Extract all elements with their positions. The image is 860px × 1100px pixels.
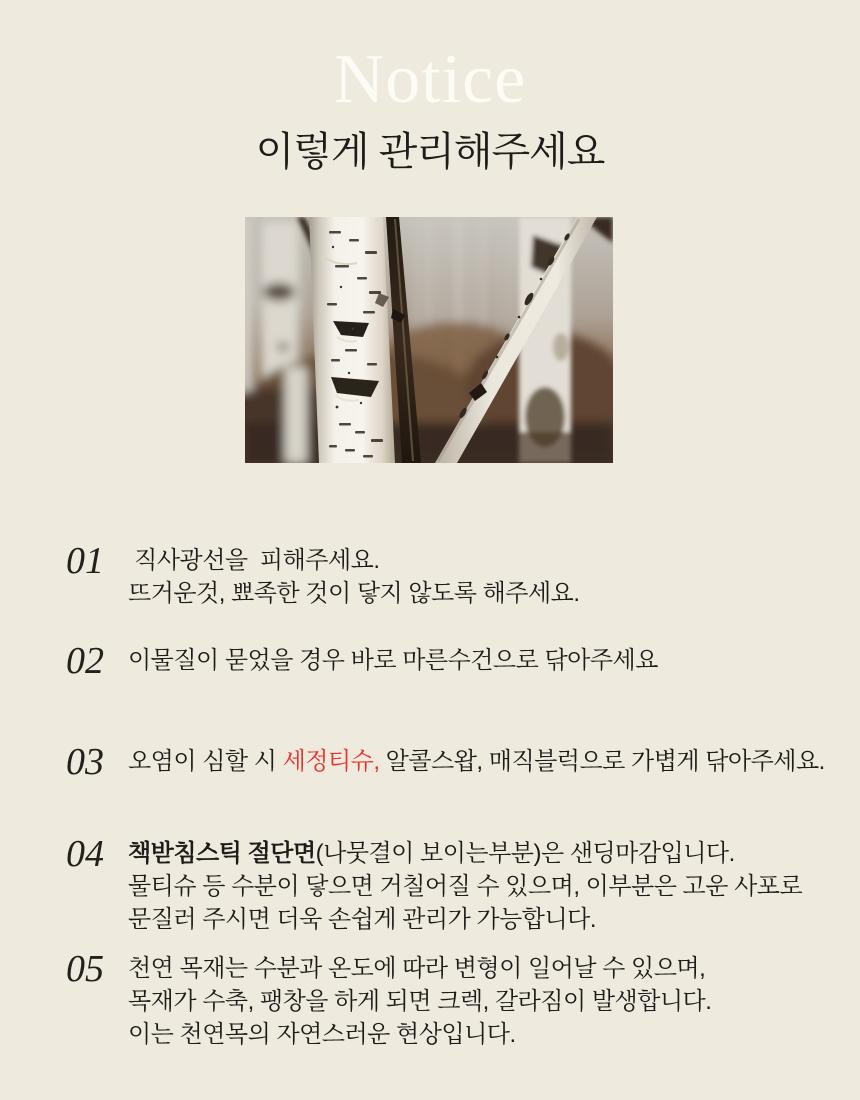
main-birch-trunk: [309, 217, 395, 463]
text-segment-normal: 뜨거운것, 뾰족한 것이 닿지 않도록 해주세요.: [128, 580, 580, 607]
text-segment-normal: 문질러 주시면 더욱 손쉽게 관리가 가능합니다.: [128, 906, 597, 933]
notice-text-line: [128, 577, 860, 610]
notice-list: [0, 540, 860, 1051]
text-segment-normal: 직사광선을 피해주세요.: [128, 547, 380, 574]
notice-text: [128, 952, 860, 1051]
text-segment-normal: 이물질이 묻었을 경우 바로 마른수건으로 닦아주세요: [128, 647, 658, 674]
notice-number: 01: [66, 540, 104, 582]
text-segment-normal: 물티슈 등 수분이 닿으면 거칠어질 수 있으며, 이부분은 고운 사포로: [128, 873, 803, 900]
text-segment-normal: 천연 목재는 수분과 온도에 따라 변형이 일어날 수 있으며,: [128, 955, 706, 982]
notice-text-line: [128, 745, 860, 778]
notice-item-01: [66, 540, 860, 610]
notice-item-05: [66, 948, 860, 1051]
notice-text-line: [128, 644, 860, 677]
text-segment-bold: 책받침스틱 절단면: [128, 840, 316, 867]
notice-text-line: [128, 985, 860, 1018]
notice-number: 05: [66, 948, 104, 990]
text-segment-normal: 알콜스왑, 매직블럭으로 가볍게 닦아주세요.: [379, 748, 825, 775]
text-segment-normal: 이는 천연목의 자연스러운 현상입니다.: [128, 1021, 516, 1048]
notice-number: 04: [66, 833, 104, 875]
notice-number: 03: [66, 741, 104, 783]
birch-forest-photo: [245, 217, 613, 463]
text-segment-normal: (나뭇결이 보이는부분)은 샌딩마감입니다.: [315, 840, 735, 867]
notice-text-line: [128, 903, 860, 936]
notice-item-02: [66, 640, 860, 682]
text-segment-normal: 오염이 심할 시: [128, 748, 283, 775]
page-subtitle: 이렇게 관리해주세요: [255, 130, 605, 174]
notice-text: [128, 745, 860, 778]
notice-text-line: [128, 870, 860, 903]
text-segment-red: 세정티슈,: [282, 748, 380, 775]
notice-item-04: [66, 833, 860, 936]
notice-text-line: [128, 952, 860, 985]
notice-text: [128, 644, 860, 677]
notice-text-line: [128, 1018, 860, 1051]
notice-text: [128, 837, 860, 936]
notice-text: [128, 544, 860, 610]
notice-item-03: [66, 741, 860, 783]
notice-text-line: [128, 837, 860, 870]
notice-text-line: [128, 544, 860, 577]
text-segment-normal: 목재가 수축, 팽창을 하게 되면 크렉, 갈라짐이 발생합니다.: [128, 988, 712, 1015]
birch-forest-illustration: [245, 217, 613, 463]
page-title: Notice: [333, 41, 527, 118]
notice-number: 02: [66, 640, 104, 682]
